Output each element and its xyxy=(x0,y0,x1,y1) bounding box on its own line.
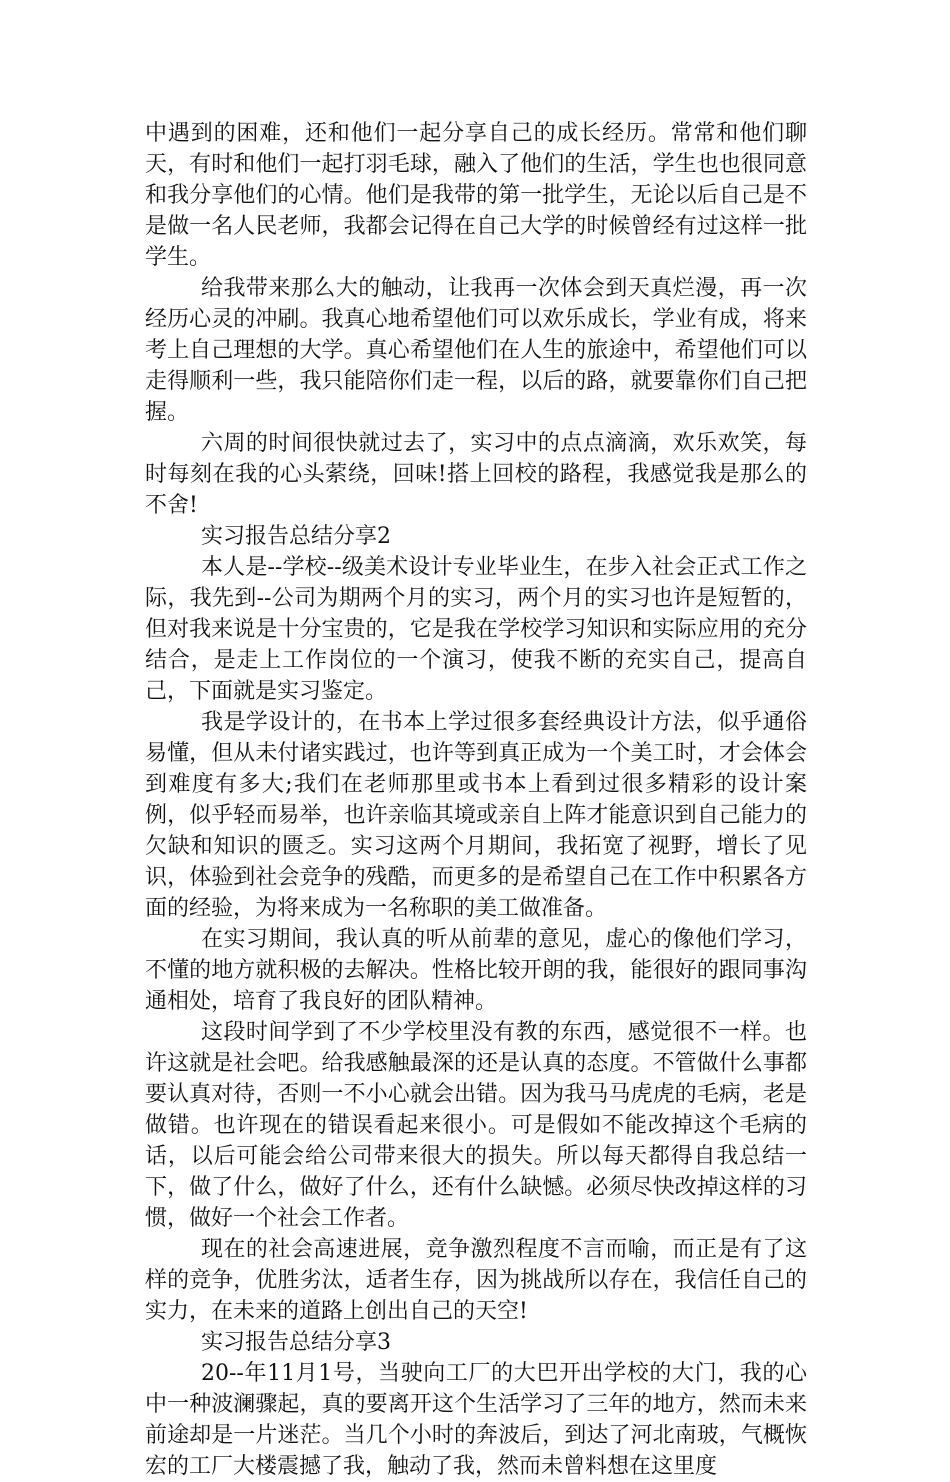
paragraph-7: 这段时间学到了不少学校里没有教的东西，感觉很不一样。也许这就是社会吧。给我感触最深的还是认真的态度。不管做什么事都要认真对待，否则一不小心就会出错。因为我马马虎虎的毛病，老是做错。也许现在的错误看起来很小。可是假如不能改掉这个毛病的话，以后可能会给公司带来很大的损失。所以每天都得自我总结一下，做了什么，做好了什么，还有什么缺憾。必须尽快改掉这样的习惯，做好一个社会工作者。 xyxy=(145,1020,807,1231)
paragraph-6: 在实习期间，我认真的听从前辈的意见，虚心的像他们学习，不懂的地方就积极的去解决。性格比较开朗的我，能很好的跟同事沟通相处，培育了我良好的团队精神。 xyxy=(145,927,807,1014)
paragraph-3: 六周的时间很快就过去了，实习中的点点滴滴，欢乐欢笑，每时每刻在我的心头萦绕，回味!搭上回校的路程，我感觉我是那么的不舍! xyxy=(145,431,807,518)
document-body xyxy=(145,118,807,1482)
paragraph-1: 中遇到的困难，还和他们一起分享自己的成长经历。常常和他们聊天，有时和他们一起打羽毛球，融入了他们的生活，学生也也很同意和我分享他们的心情。他们是我带的第一批学生，无论以后自己是不是做一名人民老师，我都会记得在自己大学的时候曾经有过这样一批学生。 xyxy=(145,121,807,270)
paragraph-5: 我是学设计的，在书本上学过很多套经典设计方法，似乎通俗易懂，但从未付诸实践过，也许等到真正成为一个美工时，才会体会到难度有多大;我们在老师那里或书本上看到过很多精彩的设计案例，似乎轻而易举，也许亲临其境或亲自上阵才能意识到自己能力的欠缺和知识的匮乏。实习这两个月期间，我拓宽了视野，增长了见识，体验到社会竞争的残酷，而更多的是希望自己在工作中积累各方面的经验，为将来成为一名称职的美工做准备。 xyxy=(145,710,807,921)
section-heading-3: 实习报告总结分享3 xyxy=(201,1330,391,1355)
paragraph-2: 给我带来那么大的触动，让我再一次体会到天真烂漫，再一次经历心灵的冲刷。我真心地希望他们可以欢乐成长，学业有成，将来考上自己理想的大学。真心希望他们在人生的旅途中，希望他们可以走得顺利一些，我只能陪你们走一程，以后的路，就要靠你们自己把握。 xyxy=(145,276,807,425)
paragraph-4: 本人是--学校--级美术设计专业毕业生，在步入社会正式工作之际，我先到--公司为期两个月的实习，两个月的实习也许是短暂的，但对我来说是十分宝贵的，它是我在学校学习知识和实际应用的充分结合，是走上工作岗位的一个演习，使我不断的充实自己，提高自己，下面就是实习鉴定。 xyxy=(145,555,807,704)
paragraph-9: 20--年11月1号，当驶向工厂的大巴开出学校的大门，我的心中一种波澜骤起，真的要离开这个生活学习了三年的地方，然而未来前途却是一片迷茫。当几个小时的奔波后，到达了河北南玻，气概恢宏的工厂大楼震撼了我，触动了我，然而未曾料想在这里度 xyxy=(145,1361,807,1479)
paragraph-8: 现在的社会高速进展，竞争激烈程度不言而喻，而正是有了这样的竞争，优胜劣汰，适者生存，因为挑战所以存在，我信任自己的实力，在未来的道路上创出自己的天空! xyxy=(145,1237,807,1324)
section-heading-2: 实习报告总结分享2 xyxy=(201,524,391,549)
